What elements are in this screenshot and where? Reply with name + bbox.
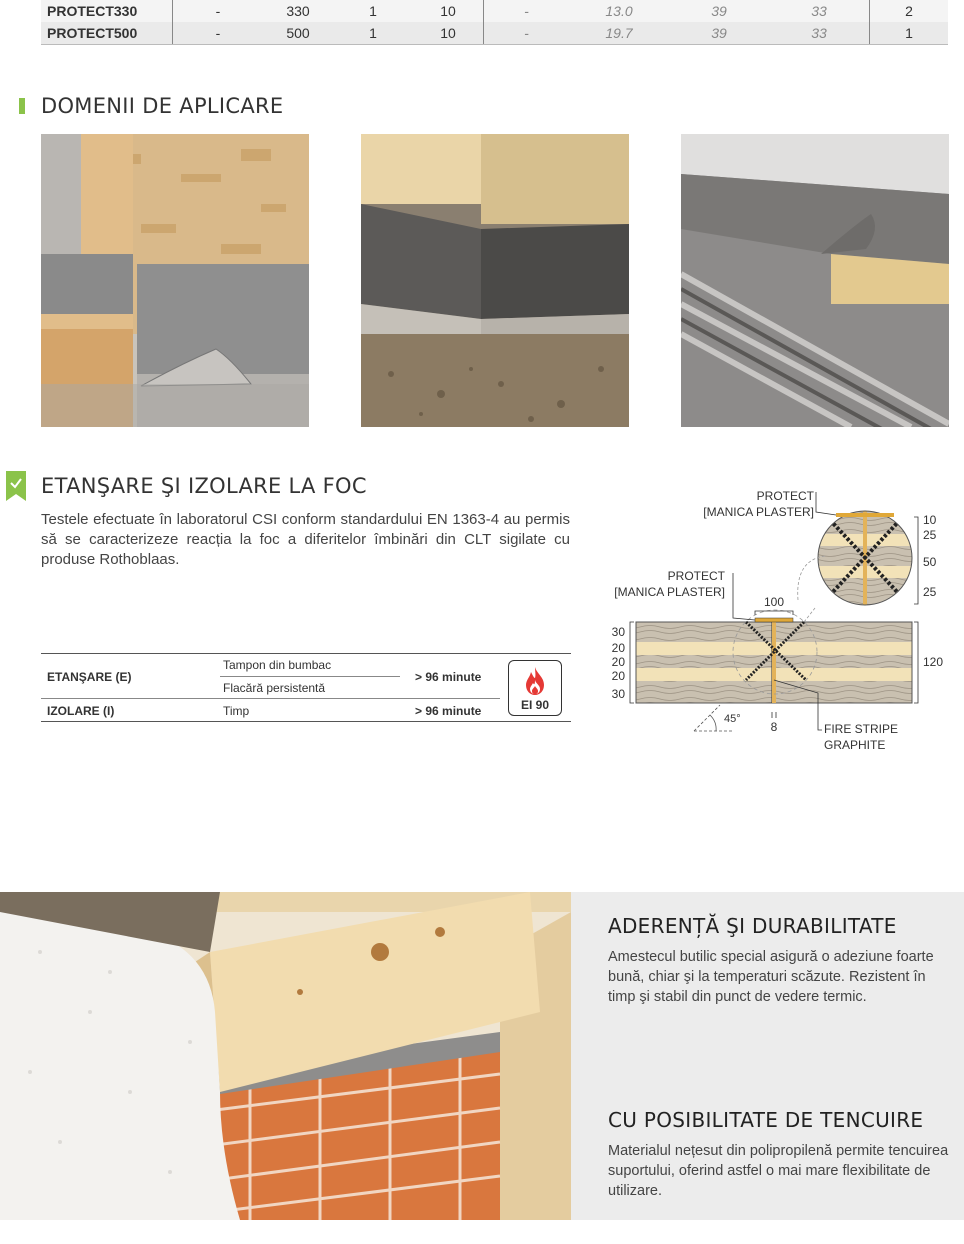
dim-label: 100 <box>763 595 785 609</box>
dim-label: 25 <box>923 528 937 542</box>
table-cell: - <box>173 22 264 45</box>
dim-label: 30 <box>611 687 625 701</box>
table-cell: 1 <box>870 22 949 45</box>
fire-results-table <box>41 653 571 723</box>
check-badge-icon <box>6 471 26 501</box>
fire-stripe-sublabel: GRAPHITE <box>824 738 886 752</box>
table-cell: 19.7 <box>569 22 669 45</box>
dim-label: 25 <box>923 585 937 599</box>
dim-label: 120 <box>923 655 944 669</box>
table-cell: 10 <box>413 0 484 22</box>
section-title-applications: DOMENII DE APLICARE <box>41 94 284 118</box>
section-title-fire: ETANŞARE ŞI IZOLARE LA FOC <box>41 474 367 498</box>
fire-description: Testele efectuate în laboratorul CSI conform standardului EN 1363-4 au permis să se caracterizeze reacția la foc a diferitelor îmbinări din CLT sigilate cu produse Rothoblaas. <box>41 511 570 568</box>
application-photo-foundation <box>361 134 629 427</box>
dim-label: 20 <box>611 669 625 683</box>
protect-label-mid: PROTECT <box>667 569 725 583</box>
adherence-text: Amestecul butilic special asigură o adeziune foarte bună, chiar şi la temperaturi scăzute. Rezistent în timp şi stabil din punct de vedere termic. <box>608 949 934 1005</box>
angle-label: 45° <box>724 713 741 725</box>
table-cell: 330 <box>263 0 333 22</box>
table-cell: 13.0 <box>569 0 669 22</box>
flame-icon <box>522 666 548 696</box>
table-row <box>41 0 948 22</box>
criteria-cotton: Tampon din bumbac <box>223 658 332 672</box>
table-cell: 39 <box>669 22 769 45</box>
product-code: PROTECT330 <box>41 0 173 22</box>
badge-label: EI 90 <box>520 698 550 712</box>
protect-sublabel-mid: [MANICA PLASTER] <box>614 585 725 599</box>
table-cell: 10 <box>413 22 484 45</box>
dim-label: 20 <box>611 655 625 669</box>
dim-label: 20 <box>611 641 625 655</box>
table-cell: 33 <box>769 22 870 45</box>
table-row <box>41 22 948 45</box>
table-cell: 500 <box>263 22 333 45</box>
criteria-flame: Flacără persistentă <box>223 681 326 695</box>
product-code: PROTECT500 <box>41 22 173 45</box>
table-cell: 1 <box>333 0 413 22</box>
table-cell: 33 <box>769 0 870 22</box>
table-cell: 39 <box>669 0 769 22</box>
table-cell: - <box>173 0 264 22</box>
sealing-result: > 96 minute <box>415 670 482 684</box>
adherence-title: ADERENȚĂ ŞI DURABILITATE <box>608 914 897 938</box>
protect-sublabel-top: [MANICA PLASTER] <box>703 505 814 519</box>
dim-label: 30 <box>611 625 625 639</box>
insulation-result: > 96 minute <box>415 704 482 718</box>
table-cell: 1 <box>333 22 413 45</box>
row-label-sealing: ETANŞARE (E) <box>47 670 132 684</box>
dim-label: 10 <box>923 513 937 527</box>
row-label-insulation: IZOLARE (I) <box>47 704 115 718</box>
gap-label: 8 <box>770 720 778 734</box>
criteria-time: Timp <box>223 704 250 718</box>
plaster-title: CU POSIBILITATE DE TENCUIRE <box>608 1108 924 1132</box>
ei90-badge <box>508 660 562 716</box>
plaster-text: Materialul nețesut din polipropilenă permite tencuirea suportului, oferind astfel o mai mare flexibilitate de utilizare. <box>608 1143 949 1199</box>
plaster-photo <box>0 892 571 1220</box>
product-table <box>41 0 948 45</box>
application-photo-detail <box>681 134 949 427</box>
application-photo-wall <box>41 134 309 427</box>
protect-label-top: PROTECT <box>756 489 814 503</box>
table-cell: - <box>484 0 570 22</box>
features-panel <box>571 892 964 1220</box>
dim-label: 50 <box>923 555 937 569</box>
section-marker <box>19 98 25 114</box>
clt-panel <box>636 620 912 703</box>
joint-diagram <box>600 480 964 770</box>
table-cell: - <box>484 22 570 45</box>
table-cell: 2 <box>870 0 949 22</box>
fire-stripe-label: FIRE STRIPE <box>824 722 899 736</box>
